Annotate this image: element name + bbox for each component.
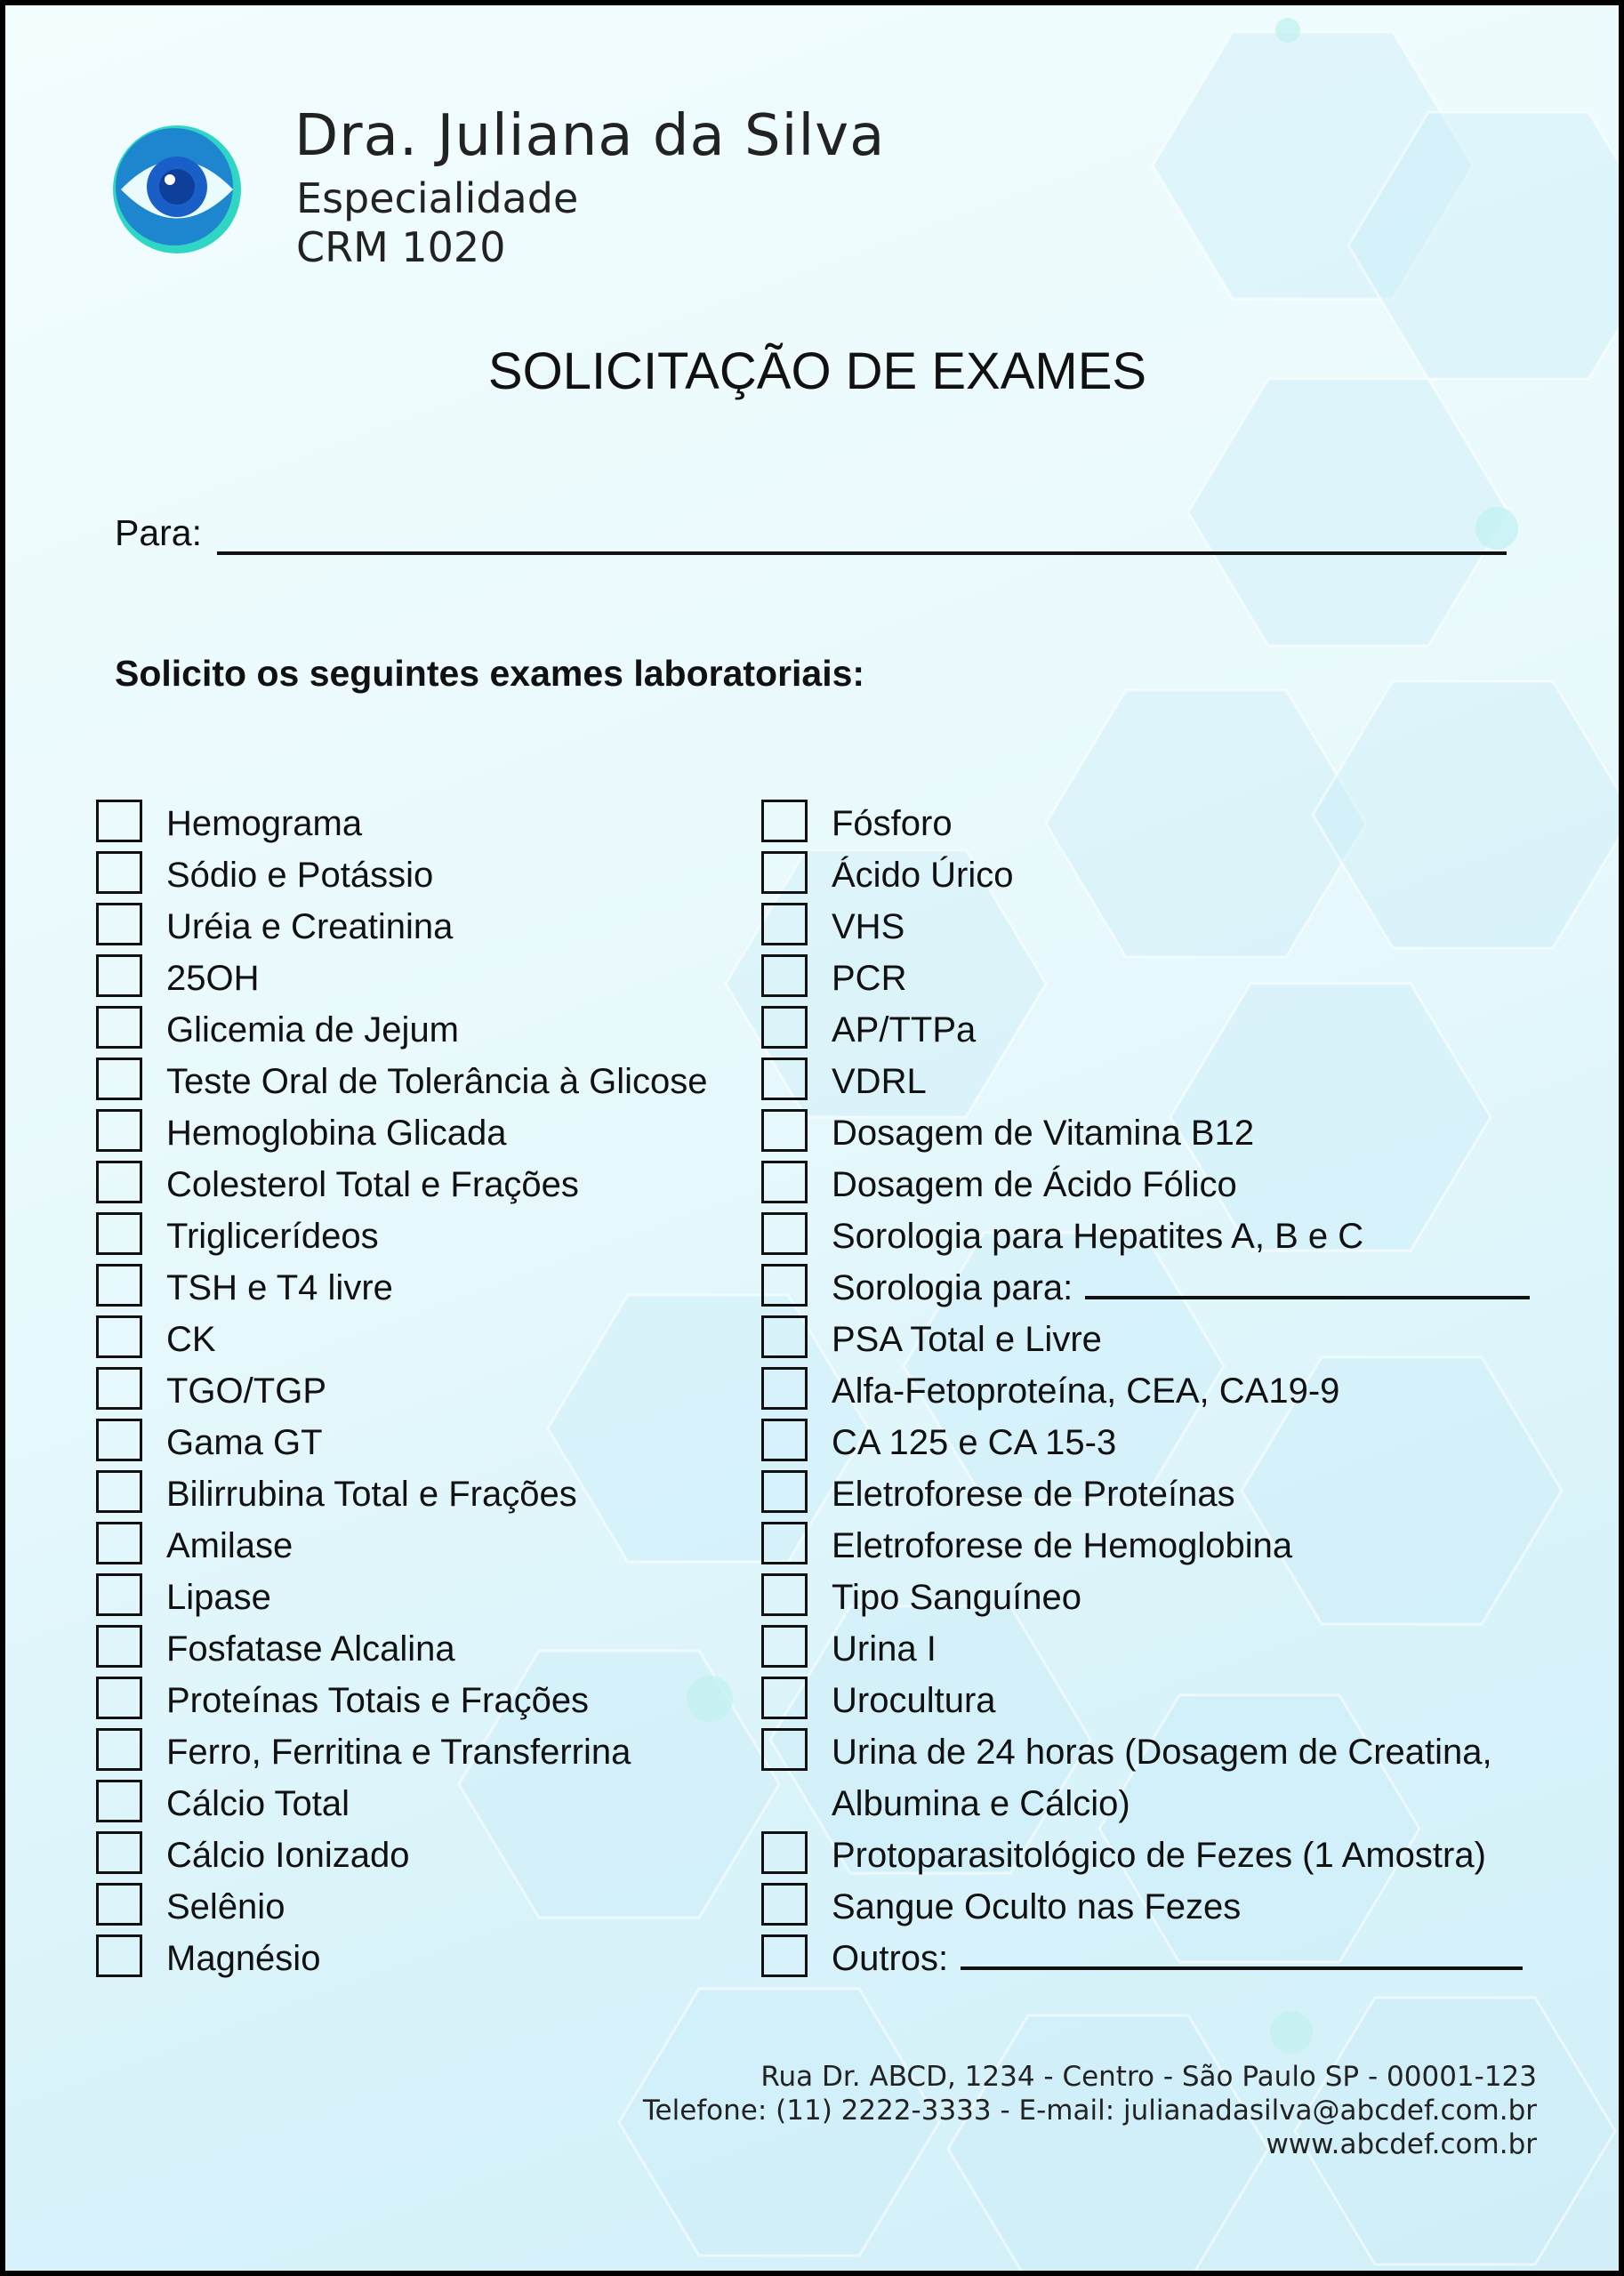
exam-checkbox[interactable] [96, 1161, 142, 1203]
exam-checkbox[interactable] [761, 1573, 808, 1616]
exam-checkbox[interactable] [761, 1831, 808, 1874]
exam-checkbox[interactable] [761, 851, 808, 894]
exam-checkbox[interactable] [96, 1315, 142, 1358]
exam-checkbox[interactable] [761, 1625, 808, 1668]
exam-checkbox[interactable] [96, 1212, 142, 1255]
recipient-label: Para: [115, 512, 202, 553]
exam-label: Lipase [166, 1578, 271, 1617]
exam-checkbox[interactable] [761, 1161, 808, 1203]
exam-checkbox[interactable] [96, 1831, 142, 1874]
exam-checkbox[interactable] [96, 851, 142, 894]
exam-checkbox[interactable] [761, 1367, 808, 1410]
exam-label: Urina de 24 horas (Dosagem de Creatina, [832, 1733, 1492, 1772]
exam-label: Uréia e Creatinina [166, 907, 454, 946]
exam-checkbox[interactable] [96, 1109, 142, 1152]
exam-checkbox[interactable] [761, 1522, 808, 1564]
exam-label: Outros: [832, 1939, 949, 1978]
exam-label: Sangue Oculto nas Fezes [832, 1887, 1242, 1926]
exam-checkbox[interactable] [96, 954, 142, 997]
eye-icon [110, 123, 244, 256]
exam-label: Amilase [166, 1526, 293, 1565]
exam-checkbox[interactable] [761, 1883, 808, 1926]
exam-label-with-field [832, 1268, 1530, 1307]
exam-checkbox[interactable] [761, 1728, 808, 1771]
exam-label: Hemograma [166, 804, 363, 843]
exam-checkbox[interactable] [96, 903, 142, 945]
exam-checkbox[interactable] [761, 1470, 808, 1513]
exam-label: Gama GT [166, 1423, 323, 1462]
footer-contact [643, 2060, 1537, 2161]
exam-label: Selênio [166, 1887, 285, 1926]
exam-label: Bilirrubina Total e Frações [166, 1475, 577, 1514]
exam-label: Teste Oral de Tolerância à Glicose [166, 1062, 708, 1101]
doctor-specialty: Especialidade [296, 174, 579, 222]
exam-checkbox[interactable] [96, 1728, 142, 1771]
exam-label: Proteínas Totais e Frações [166, 1681, 590, 1720]
exam-checkbox[interactable] [96, 1006, 142, 1049]
exam-label: PCR [832, 959, 907, 998]
exam-label: Sorologia para Hepatites A, B e C [832, 1217, 1364, 1256]
exam-checkbox[interactable] [96, 1677, 142, 1719]
exam-label: VDRL [832, 1062, 927, 1101]
exam-checkbox[interactable] [761, 1677, 808, 1719]
exam-checkbox[interactable] [96, 1058, 142, 1100]
exam-label: Cálcio Total [166, 1784, 350, 1823]
exam-label: Sódio e Potássio [166, 856, 434, 895]
exam-checkbox[interactable] [761, 1315, 808, 1358]
exam-label: 25OH [166, 959, 260, 998]
exam-checkbox[interactable] [96, 1470, 142, 1513]
exam-label: Eletroforese de Proteínas [832, 1475, 1235, 1514]
exam-checkbox[interactable] [761, 1006, 808, 1049]
exam-checkbox[interactable] [96, 1780, 142, 1822]
exam-label: PSA Total e Livre [832, 1320, 1102, 1359]
exam-label: Colesterol Total e Frações [166, 1165, 579, 1204]
exam-checkbox[interactable] [761, 800, 808, 842]
exam-label: VHS [832, 907, 905, 946]
footer-address: Rua Dr. ABCD, 1234 - Centro - São Paulo SP - 00001-123 [760, 2061, 1537, 2093]
footer-phone-email: Telefone: (11) 2222-3333 - E-mail: julianadasilva@abcdef.com.br [642, 2095, 1537, 2127]
exam-label: Dosagem de Vitamina B12 [832, 1114, 1255, 1153]
request-intro: Solicito os seguintes exames laboratoriais: [115, 653, 865, 694]
exam-checkbox[interactable] [96, 1934, 142, 1977]
exam-label: Eletroforese de Hemoglobina [832, 1526, 1293, 1565]
exam-label: Urocultura [832, 1681, 996, 1720]
exam-label: Sorologia para: [832, 1268, 1073, 1307]
exam-label-continuation: Albumina e Cálcio) [832, 1784, 1130, 1823]
exam-label: Ferro, Ferritina e Transferrina [166, 1733, 631, 1772]
exam-checkbox[interactable] [761, 1109, 808, 1152]
exam-checkbox[interactable] [96, 1522, 142, 1564]
exam-checkbox[interactable] [761, 1058, 808, 1100]
exam-checkbox[interactable] [761, 903, 808, 945]
exam-label: Triglicerídeos [166, 1217, 379, 1256]
exam-label: Dosagem de Ácido Fólico [832, 1165, 1237, 1204]
exam-label: Alfa-Fetoproteína, CEA, CA19-9 [832, 1371, 1340, 1411]
exam-checkbox[interactable] [96, 1419, 142, 1461]
exam-checkbox[interactable] [761, 1419, 808, 1461]
exam-label: TGO/TGP [166, 1371, 326, 1411]
exam-checkbox[interactable] [761, 954, 808, 997]
exam-checkbox[interactable] [96, 1264, 142, 1307]
exam-checkbox[interactable] [96, 1883, 142, 1926]
sorologia-fill-field[interactable] [1085, 1278, 1530, 1299]
doctor-crm: CRM 1020 [296, 223, 506, 271]
exam-label: Tipo Sanguíneo [832, 1578, 1081, 1617]
exam-label: CK [166, 1320, 216, 1359]
exam-label: Fósforo [832, 804, 953, 843]
exam-checkbox[interactable] [761, 1212, 808, 1255]
exam-checkbox[interactable] [96, 800, 142, 842]
exam-label: Protoparasitológico de Fezes (1 Amostra) [832, 1836, 1486, 1875]
page-title: SOLICITAÇÃO DE EXAMES [487, 342, 1147, 400]
doctor-name: Dra. Juliana da Silva [294, 103, 886, 169]
exam-checkbox[interactable] [96, 1573, 142, 1616]
exam-label: Ácido Úrico [832, 856, 1014, 895]
exam-label: Hemoglobina Glicada [166, 1114, 507, 1153]
exam-checkbox[interactable] [96, 1625, 142, 1668]
exam-checkbox[interactable] [96, 1367, 142, 1410]
recipient-field[interactable] [217, 551, 1507, 555]
exam-label: Glicemia de Jejum [166, 1010, 460, 1050]
outros-fill-field[interactable] [961, 1949, 1523, 1970]
exam-label: Urina I [832, 1629, 937, 1669]
exam-label: TSH e T4 livre [166, 1268, 393, 1307]
exam-label: Fosfatase Alcalina [166, 1629, 455, 1669]
exam-checkbox[interactable] [761, 1934, 808, 1977]
exam-label-with-field [832, 1939, 1523, 1978]
exam-label: CA 125 e CA 15-3 [832, 1423, 1117, 1462]
footer-website: www.abcdef.com.br [1266, 2128, 1537, 2160]
exam-label: Cálcio Ionizado [166, 1836, 410, 1875]
exam-checkbox[interactable] [761, 1264, 808, 1307]
exam-label: Magnésio [166, 1939, 321, 1978]
exam-label: AP/TTPa [832, 1010, 977, 1050]
